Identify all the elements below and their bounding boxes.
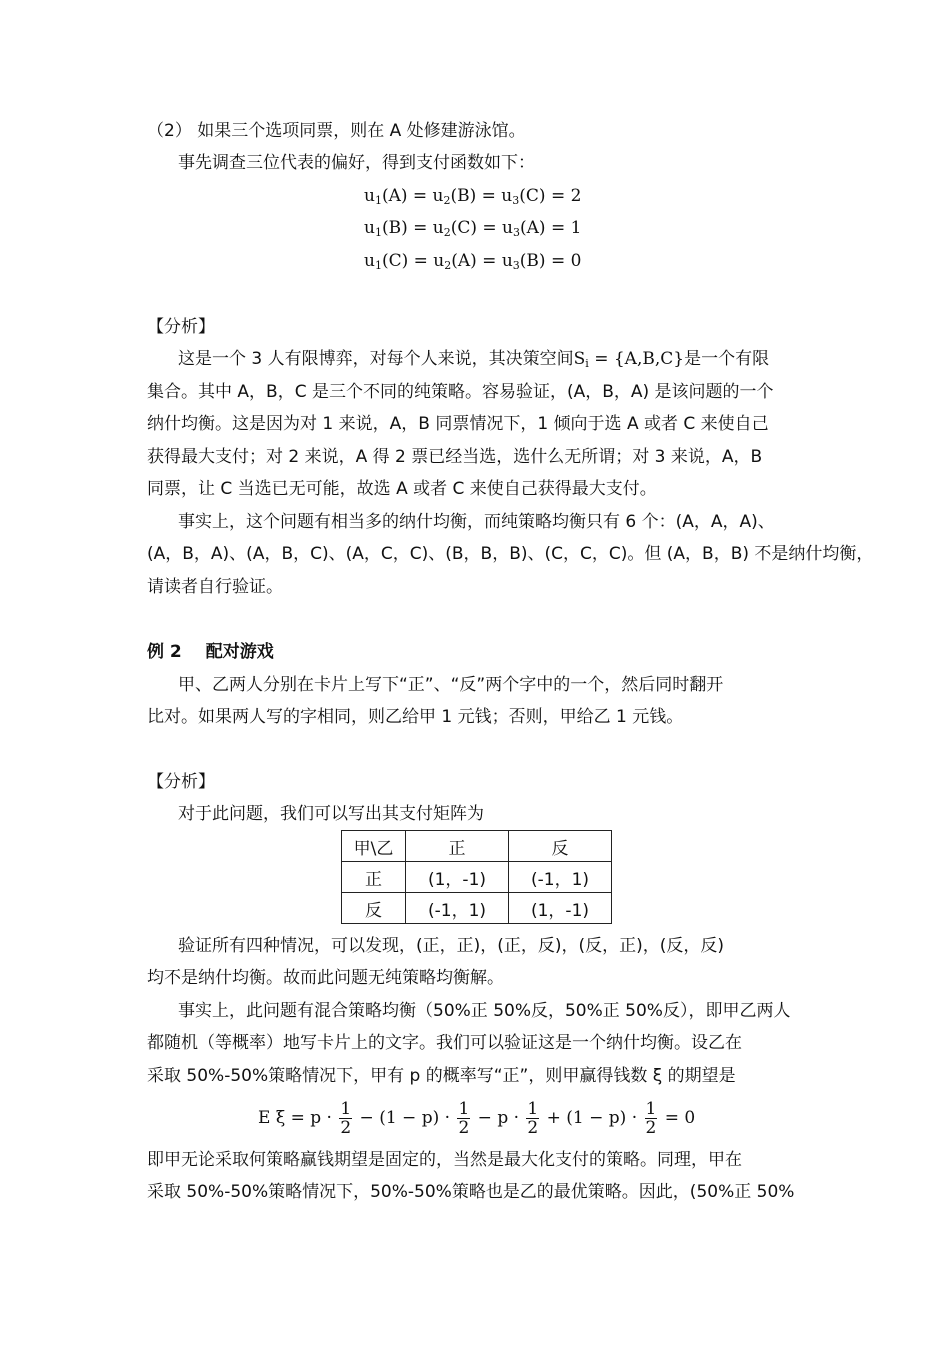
fraction-half: $\frac{1}{2}$ <box>458 1099 470 1138</box>
verify-line-1: 验证所有四种情况，可以发现，(正，正)，(正，反)，(反，正)，(反，反) <box>178 936 725 956</box>
analysis-1-p2-line-1: 事实上，这个问题有相当多的纳什均衡，而纯策略均衡只有 6 个：(A，A，A)、 <box>178 512 775 532</box>
analysis-1-heading: 【分析】 <box>147 317 215 337</box>
example-2-heading: 例 2 配对游戏 <box>147 642 274 662</box>
example-2-line-2: 比对。如果两人写的字相同，则乙给甲 1 元钱；否则，甲给乙 1 元钱。 <box>147 707 684 727</box>
analysis-1-p2-line-2: (A，B，A)、(A，B，C)、(A，C，C)、(B，B，B)、(C，C，C)。但 (A，B，B) 不是纳什均衡， <box>147 544 874 564</box>
table-cell: (-1，1) <box>509 862 612 893</box>
table-row-header: 反 <box>342 893 406 924</box>
analysis-1-line-4: 获得最大支付；对 2 来说，A 得 2 票已经当选，选什么无所谓；对 3 来说，A，B <box>147 447 763 467</box>
verify-line-2: 均不是纳什均衡。故而此问题无纯策略均衡解。 <box>147 968 504 988</box>
analysis-1-line-3: 纳什均衡。这是因为对 1 来说，A，B 同票情况下，1 倾向于选 A 或者 C 来使自己 <box>147 414 769 434</box>
fraction-half: $\frac{1}{2}$ <box>527 1099 539 1138</box>
after-line-2: 采取 50%-50%策略情况下，50%-50%策略也是乙的最优策略。因此，(50%正 50% <box>147 1182 795 1202</box>
example-2-line-1: 甲、乙两人分别在卡片上写下“正”、“反”两个字中的一个，然后同时翻开 <box>178 675 724 695</box>
analysis-1-p2-line-3: 请读者自行验证。 <box>147 577 283 597</box>
survey-text: 事先调查三位代表的偏好，得到支付函数如下： <box>178 153 535 173</box>
analysis-2-heading: 【分析】 <box>147 772 215 792</box>
rule-2-text: （2） 如果三个选项同票，则在 A 处修建游泳馆。 <box>147 121 526 141</box>
table-col-header: 反 <box>509 831 612 862</box>
table-corner-cell: 甲\乙 <box>342 831 406 862</box>
table-row <box>342 862 612 893</box>
mixed-line-1: 事实上，此问题有混合策略均衡（50%正 50%反，50%正 50%反），即甲乙两人 <box>178 1001 791 1021</box>
table-col-header: 正 <box>406 831 509 862</box>
table-row <box>342 893 612 924</box>
analysis-2-intro: 对于此问题，我们可以写出其支付矩阵为 <box>178 804 484 824</box>
mixed-line-2: 都随机（等概率）地写卡片上的文字。我们可以验证这是一个纳什均衡。设乙在 <box>147 1033 742 1053</box>
analysis-1-line-1: 这是一个 3 人有限博弈，对每个人来说，其决策空间$S_i = \{A,B,C\}$是一个有限 <box>178 349 770 370</box>
after-line-1: 即甲无论采取何策略赢钱期望是固定的，当然是最大化支付的策略。同理，甲在 <box>147 1150 742 1170</box>
payoff-matrix-table <box>341 830 612 924</box>
fraction-half: $\frac{1}{2}$ <box>645 1099 657 1138</box>
table-cell: (-1，1) <box>406 893 509 924</box>
mixed-line-3: 采取 50%-50%策略情况下，甲有 p 的概率写“正”，则甲赢得钱数 ξ 的期望是 <box>147 1066 736 1086</box>
analysis-1-line-5: 同票，让 C 当选已无可能，故选 A 或者 C 来使自己获得最大支付。 <box>147 479 657 499</box>
payoff-equation-3: $u_1(C) = u_2(A) = u_3(B) = 0$ <box>364 251 582 272</box>
table-header-row <box>342 831 612 862</box>
payoff-equation-1: $u_1(A) = u_2(B) = u_3(C) = 2$ <box>364 186 582 207</box>
table-cell: (1，-1) <box>509 893 612 924</box>
table-row-header: 正 <box>342 862 406 893</box>
payoff-equation-2: $u_1(B) = u_2(C) = u_3(A) = 1$ <box>364 218 582 239</box>
analysis-1-line-2: 集合。其中 A，B，C 是三个不同的纯策略。容易验证，(A，B，A) 是该问题的一个 <box>147 382 774 402</box>
table-cell: (1，-1) <box>406 862 509 893</box>
fraction-half: $\frac{1}{2}$ <box>340 1099 352 1138</box>
expectation-formula: E ξ = p · $\frac{1}{2}$ − (1 − p) · $\frac{1}{2}$ − p · $\frac{1}{2}$ + (1 − p) · $\frac{1}{2}$ = 0 <box>258 1099 696 1138</box>
